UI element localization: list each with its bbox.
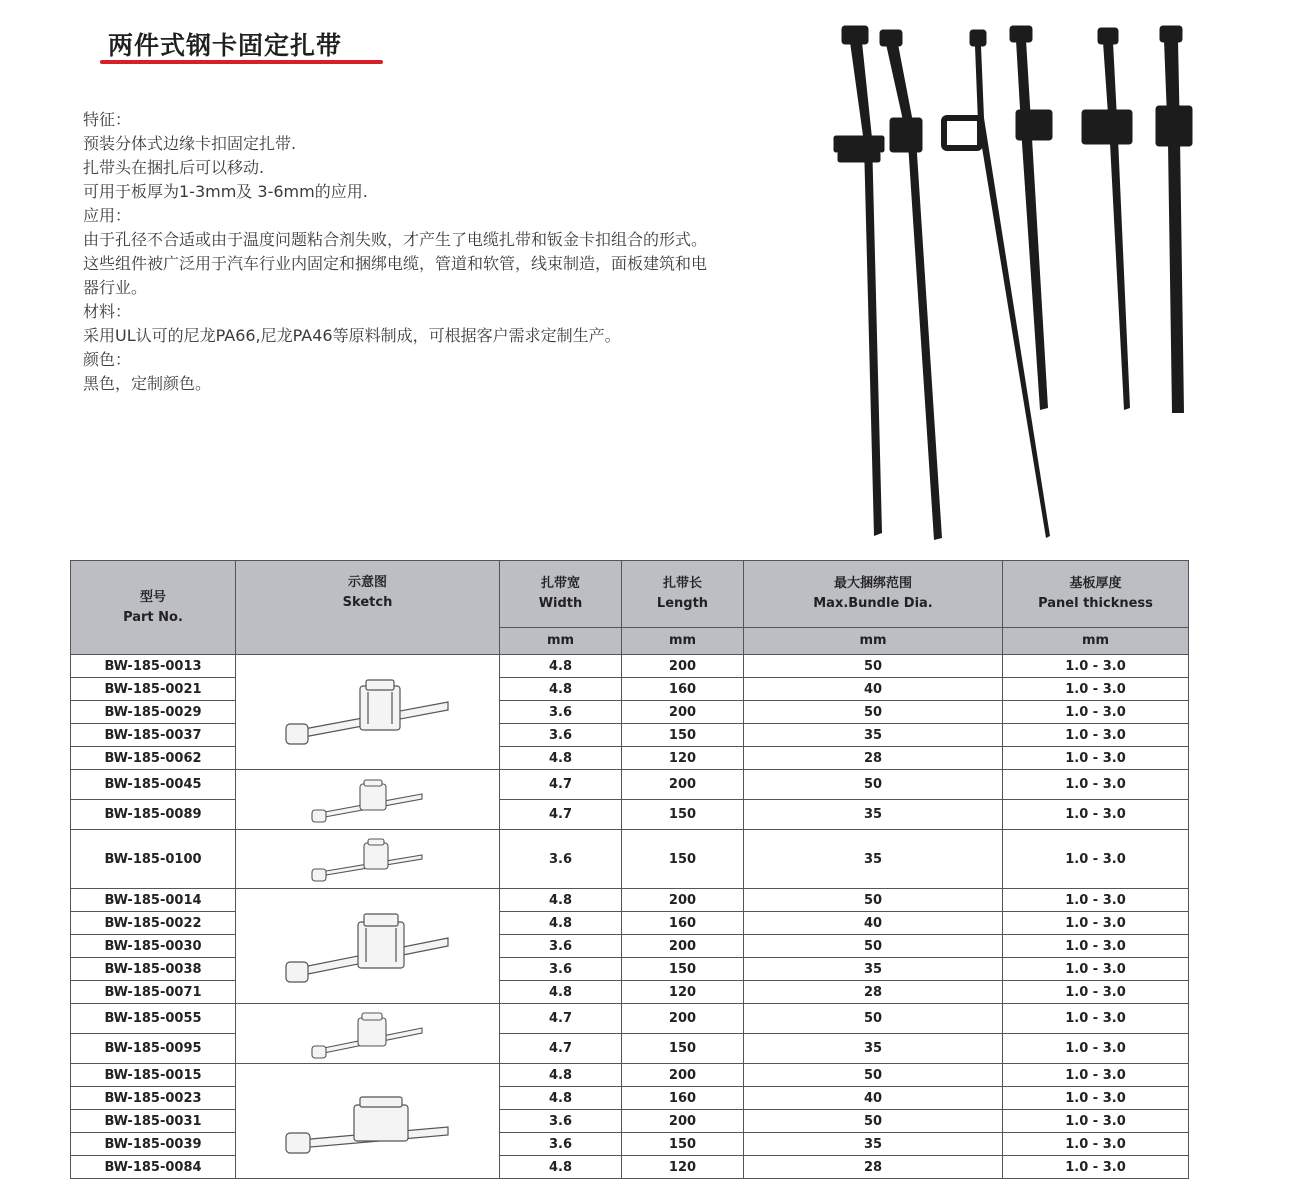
cell-bundle: 35 (744, 830, 1003, 889)
cell-bundle: 35 (744, 724, 1003, 747)
cell-bundle: 35 (744, 1133, 1003, 1156)
cell-width: 3.6 (500, 958, 622, 981)
table-row (71, 830, 1189, 889)
desc-line: 黑色，定制颜色。 (83, 374, 212, 393)
tie-mount-sketch (308, 772, 428, 828)
cell-width: 3.6 (500, 830, 622, 889)
cell-width: 3.6 (500, 724, 622, 747)
cell-length: 120 (622, 1156, 744, 1179)
cable-tie-image (834, 26, 884, 536)
cell-panel: 1.0 - 3.0 (1003, 889, 1189, 912)
cell-part: BW-185-0055 (71, 1004, 236, 1034)
cell-bundle: 50 (744, 1110, 1003, 1133)
title-underline (100, 60, 383, 64)
cell-width: 3.6 (500, 1133, 622, 1156)
cell-panel: 1.0 - 3.0 (1003, 655, 1189, 678)
cell-bundle: 28 (744, 747, 1003, 770)
header-width-en: Width (538, 596, 583, 611)
cell-width: 3.6 (500, 1110, 622, 1133)
cell-bundle: 28 (744, 981, 1003, 1004)
page-title: 两件式钢卡固定扎带 (108, 31, 343, 60)
col-header-sketch (236, 561, 500, 655)
tie-mount-sketch (278, 1071, 458, 1171)
header-part-en: Part No. (123, 609, 183, 625)
cell-bundle: 35 (744, 1034, 1003, 1064)
cell-panel: 1.0 - 3.0 (1003, 770, 1189, 800)
cell-length: 150 (622, 1034, 744, 1064)
col-header-bundle (744, 561, 1003, 628)
cell-width: 4.7 (500, 770, 622, 800)
sketch-cell (236, 770, 500, 830)
header-bundle-en: Max.Bundle Dia. (813, 596, 933, 611)
sketch-cell (236, 1004, 500, 1064)
cell-panel: 1.0 - 3.0 (1003, 1133, 1189, 1156)
cell-panel: 1.0 - 3.0 (1003, 981, 1189, 1004)
cable-tie-image (880, 30, 942, 540)
cell-panel: 1.0 - 3.0 (1003, 1110, 1189, 1133)
table-row (71, 1064, 1189, 1087)
header-panel-cn: 基板厚度 (1069, 576, 1122, 591)
cell-bundle: 35 (744, 958, 1003, 981)
tie-mount-sketch (308, 831, 428, 887)
table-row (71, 655, 1189, 678)
cell-length: 160 (622, 912, 744, 935)
cell-width: 4.8 (500, 981, 622, 1004)
cell-part: BW-185-0095 (71, 1034, 236, 1064)
sketch-cell (236, 655, 500, 770)
cell-part: BW-185-0039 (71, 1133, 236, 1156)
header-length-en: Length (656, 596, 709, 611)
cell-length: 150 (622, 830, 744, 889)
cable-tie-image (1156, 26, 1192, 413)
cell-length: 200 (622, 889, 744, 912)
cell-part: BW-185-0089 (71, 800, 236, 830)
cell-panel: 1.0 - 3.0 (1003, 1034, 1189, 1064)
cell-part: BW-185-0014 (71, 889, 236, 912)
cell-part: BW-185-0071 (71, 981, 236, 1004)
unit-bundle: mm (744, 628, 1003, 655)
tie-mount-sketch (278, 896, 458, 996)
cell-panel: 1.0 - 3.0 (1003, 1004, 1189, 1034)
cell-length: 120 (622, 747, 744, 770)
cell-length: 200 (622, 1110, 744, 1133)
desc-line: 可用于板厚为1-3mm及 3-6mm的应用. (83, 182, 368, 201)
spec-table (70, 560, 1189, 1179)
cell-panel: 1.0 - 3.0 (1003, 747, 1189, 770)
cell-bundle: 50 (744, 889, 1003, 912)
cell-length: 200 (622, 1064, 744, 1087)
cell-length: 150 (622, 958, 744, 981)
sketch-cell (236, 889, 500, 1004)
cell-length: 150 (622, 724, 744, 747)
cell-width: 3.6 (500, 701, 622, 724)
cell-part: BW-185-0029 (71, 701, 236, 724)
sketch-cell (236, 1064, 500, 1179)
cell-length: 200 (622, 935, 744, 958)
col-header-length (622, 561, 744, 628)
desc-line: 预装分体式边缘卡扣固定扎带. (83, 134, 297, 153)
cell-length: 160 (622, 1087, 744, 1110)
cell-bundle: 40 (744, 1087, 1003, 1110)
unit-length: mm (622, 628, 744, 655)
cell-part: BW-185-0037 (71, 724, 236, 747)
cell-width: 3.6 (500, 935, 622, 958)
unit-panel: mm (1003, 628, 1189, 655)
cell-width: 4.8 (500, 889, 622, 912)
cell-bundle: 35 (744, 800, 1003, 830)
table-row (71, 889, 1189, 912)
desc-line: 器行业。 (83, 278, 148, 297)
desc-line: 扎带头在捆扎后可以移动. (83, 158, 265, 177)
cell-width: 4.8 (500, 912, 622, 935)
cell-part: BW-185-0023 (71, 1087, 236, 1110)
cell-width: 4.8 (500, 655, 622, 678)
cell-part: BW-185-0022 (71, 912, 236, 935)
cell-panel: 1.0 - 3.0 (1003, 1064, 1189, 1087)
cell-bundle: 40 (744, 912, 1003, 935)
header-bundle-cn: 最大捆绑范围 (833, 576, 912, 591)
cell-width: 4.8 (500, 1064, 622, 1087)
desc-line: 采用UL认可的尼龙PA66,尼龙PA46等原料制成，可根据客户需求定制生产。 (83, 326, 621, 345)
cell-part: BW-185-0030 (71, 935, 236, 958)
cell-panel: 1.0 - 3.0 (1003, 701, 1189, 724)
header-part-cn: 型号 (139, 589, 166, 605)
cell-bundle: 28 (744, 1156, 1003, 1179)
cell-part: BW-185-0038 (71, 958, 236, 981)
product-photo (820, 18, 1200, 548)
header-length-cn: 扎带长 (662, 576, 702, 591)
cell-part: BW-185-0084 (71, 1156, 236, 1179)
header-width-cn: 扎带宽 (540, 576, 580, 591)
tie-mount-sketch (278, 662, 458, 762)
cell-length: 150 (622, 800, 744, 830)
cell-part: BW-185-0031 (71, 1110, 236, 1133)
cell-panel: 1.0 - 3.0 (1003, 1156, 1189, 1179)
cell-width: 4.8 (500, 747, 622, 770)
cell-width: 4.8 (500, 678, 622, 701)
cell-bundle: 50 (744, 655, 1003, 678)
cell-bundle: 50 (744, 935, 1003, 958)
cell-bundle: 50 (744, 1004, 1003, 1034)
desc-line: 这些组件被广泛用于汽车行业内固定和捆绑电缆，管道和软管，线束制造，面板建筑和电 (83, 254, 708, 273)
cell-part: BW-185-0100 (71, 830, 236, 889)
header-sketch-en: Sketch (342, 595, 393, 610)
cell-bundle: 50 (744, 1064, 1003, 1087)
cell-width: 4.7 (500, 1004, 622, 1034)
cell-part: BW-185-0013 (71, 655, 236, 678)
cell-width: 4.8 (500, 1087, 622, 1110)
cell-part: BW-185-0045 (71, 770, 236, 800)
cell-panel: 1.0 - 3.0 (1003, 1087, 1189, 1110)
tie-mount-sketch (308, 1006, 428, 1062)
cell-panel: 1.0 - 3.0 (1003, 958, 1189, 981)
unit-width: mm (500, 628, 622, 655)
desc-heading-material: 材料： (83, 302, 132, 321)
cell-panel: 1.0 - 3.0 (1003, 935, 1189, 958)
cell-part: BW-185-0021 (71, 678, 236, 701)
desc-heading-features: 特征： (83, 110, 132, 129)
cell-length: 200 (622, 770, 744, 800)
col-header-panel (1003, 561, 1189, 628)
cell-bundle: 50 (744, 770, 1003, 800)
cell-panel: 1.0 - 3.0 (1003, 800, 1189, 830)
cell-length: 150 (622, 1133, 744, 1156)
cell-panel: 1.0 - 3.0 (1003, 830, 1189, 889)
desc-line: 由于孔径不合适或由于温度问题粘合剂失败，才产生了电缆扎带和钣金卡扣组合的形式。 (83, 230, 708, 249)
col-header-width (500, 561, 622, 628)
cell-panel: 1.0 - 3.0 (1003, 678, 1189, 701)
header-sketch-cn: 示意图 (347, 575, 387, 590)
desc-heading-application: 应用： (83, 206, 132, 225)
cell-length: 200 (622, 1004, 744, 1034)
cell-bundle: 50 (744, 701, 1003, 724)
cell-length: 120 (622, 981, 744, 1004)
table-row (71, 1004, 1189, 1034)
cell-part: BW-185-0015 (71, 1064, 236, 1087)
cell-length: 160 (622, 678, 744, 701)
cable-tie-image (1082, 28, 1132, 410)
cell-width: 4.7 (500, 1034, 622, 1064)
cell-part: BW-185-0062 (71, 747, 236, 770)
desc-heading-color: 颜色： (83, 350, 132, 369)
cell-width: 4.7 (500, 800, 622, 830)
product-description (83, 108, 803, 396)
cell-length: 200 (622, 701, 744, 724)
header-panel-en: Panel thickness (1038, 596, 1153, 611)
cell-bundle: 40 (744, 678, 1003, 701)
sketch-cell (236, 830, 500, 889)
col-header-part (71, 561, 236, 655)
cell-panel: 1.0 - 3.0 (1003, 724, 1189, 747)
cell-length: 200 (622, 655, 744, 678)
cell-width: 4.8 (500, 1156, 622, 1179)
cell-panel: 1.0 - 3.0 (1003, 912, 1189, 935)
table-row (71, 770, 1189, 800)
